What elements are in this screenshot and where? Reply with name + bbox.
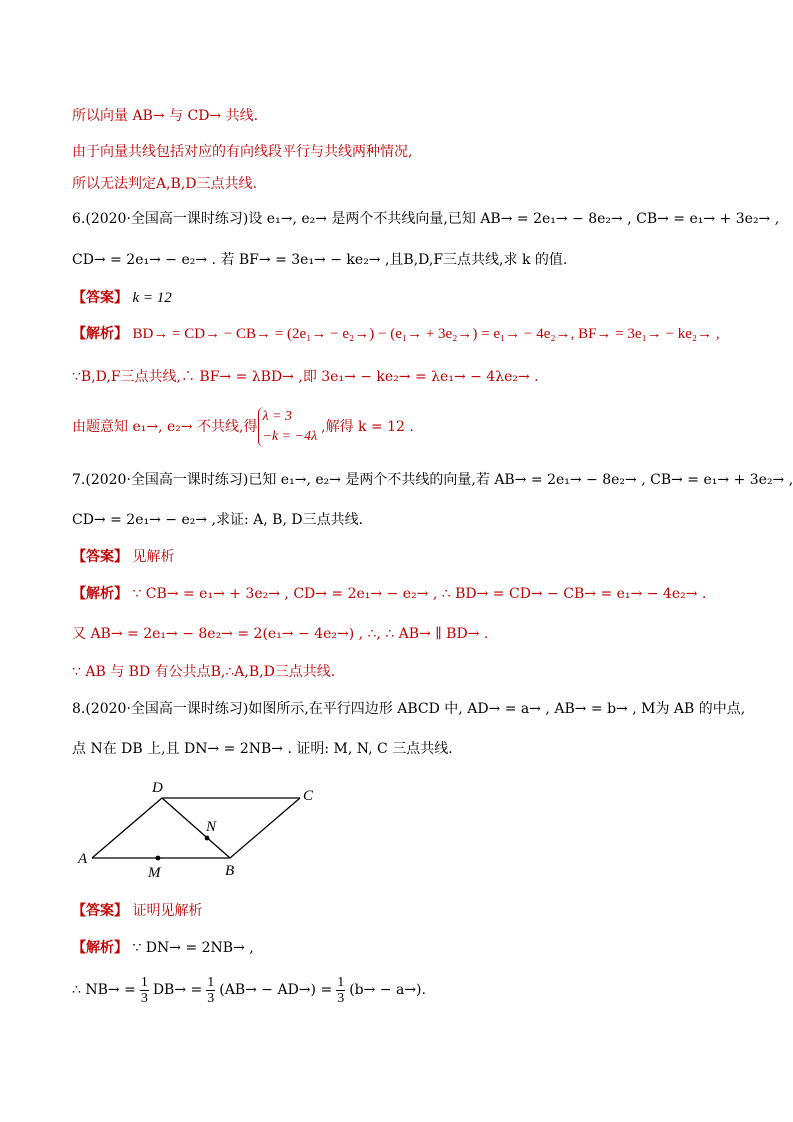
answer-tag: 【答案】 — [72, 290, 128, 306]
answer-6 — [72, 288, 753, 308]
label-m: M — [148, 865, 161, 881]
equation-2: −k = −4λ — [262, 429, 318, 444]
numerator: 1 — [207, 974, 215, 990]
diagonal-db — [162, 798, 230, 858]
solution-tag: 【解析】 — [72, 586, 128, 602]
parallelogram-figure — [70, 776, 330, 884]
solution-text: ,解得 k = 12 . — [321, 419, 414, 435]
side-bc — [230, 798, 300, 858]
label-a: A — [78, 851, 88, 867]
fraction-one-third — [140, 975, 149, 1006]
solution-6-line-2: ∵B,D,F三点共线,∴ BF→ = λBD→ ,即 3e₁→ − ke₂→ = λe₁→ − 4λe₂→ . — [72, 369, 539, 385]
solution-text: ∵ DN→ = 2NB→ , — [132, 940, 254, 956]
solution-6-line-1 — [72, 324, 753, 344]
question-8-line-1: 8.(2020·全国高一课时练习)如图所示,在平行四边形 ABCD 中, AD→ = a→ , AB→ = b→ , M为 AB 的中点, — [72, 701, 746, 717]
answer-value: 证明见解析 — [132, 903, 203, 919]
question-7-line-2: CD→ = 2e₁→ − e₂→ ,求证: A, B, D三点共线. — [72, 512, 364, 528]
answer-value: k = 12 — [132, 290, 172, 306]
fraction-one-third — [206, 975, 215, 1006]
answer-7 — [72, 547, 753, 567]
numerator: 1 — [337, 974, 345, 990]
question-7-line-1: 7.(2020·全国高一课时练习)已知 e₁→, e₂→ 是两个不共线的向量,若 AB→ = 2e₁→ − 8e₂→ , CB→ = e₁→ + 3e₂→ , — [72, 472, 793, 488]
side-da — [92, 798, 162, 858]
point-n — [205, 836, 210, 841]
solution-text: (b→ − a→). — [349, 982, 426, 998]
text-line: 所以无法判定A,B,D三点共线. — [72, 176, 257, 192]
question-6-line-1: 6.(2020·全国高一课时练习)设 e₁→, e₂→ 是两个不共线向量,已知 AB→ = 2e₁→ − 8e₂→ , CB→ = e₁→ + 3e₂→ , — [72, 211, 780, 227]
label-n: N — [206, 819, 217, 835]
solution-text: DB→ = — [152, 982, 203, 998]
text-line: 所以向量 AB→ 与 CD→ 共线. — [72, 108, 259, 124]
equation-1: λ = 3 — [262, 409, 293, 424]
solution-text: (AB→ − AD→) = — [219, 982, 333, 998]
solution-7-line-2: 又 AB→ = 2e₁→ − 8e₂→ = 2(e₁→ − 4e₂→) , ∴, ∴ AB→ ∥ BD→ . — [72, 626, 489, 642]
equation-system — [258, 407, 322, 447]
solution-text: ∴ NB→ = — [72, 982, 136, 998]
solution-7-line-3: ∵ AB 与 BD 有公共点B,∴A,B,D三点共线. — [72, 664, 336, 680]
label-b: B — [225, 863, 235, 879]
solution-text: 由题意知 e₁→, e₂→ 不共线,得 — [72, 419, 258, 435]
answer-tag: 【答案】 — [72, 549, 128, 565]
point-m — [156, 856, 161, 861]
numerator: 1 — [140, 974, 148, 990]
fraction-one-third — [336, 975, 345, 1006]
denominator: 3 — [337, 990, 345, 1006]
label-c: C — [303, 788, 314, 804]
solution-7-line-1 — [72, 584, 753, 604]
solution-8-line-1 — [72, 938, 753, 958]
question-8-line-2: 点 N在 DB 上,且 DN→ = 2NB→ . 证明: M, N, C 三点共线. — [72, 741, 453, 757]
solution-text: ∵ CB→ = e₁→ + 3e₂→ , CD→ = 2e₁→ − e₂→ , ∴ BD→ = CD→ − CB→ = e₁→ − 4e₂→ . — [132, 586, 707, 602]
answer-value: 见解析 — [132, 549, 175, 565]
solution-tag: 【解析】 — [72, 940, 128, 956]
label-d: D — [152, 780, 163, 796]
solution-8-line-2 — [72, 972, 753, 1008]
denominator: 3 — [140, 990, 148, 1006]
answer-tag: 【答案】 — [72, 903, 128, 919]
solution-text: BD→ = CD→ − CB→ = (2e₁→ − e₂→) − (e₁→ + 3e₂→) = e₁→ − 4e₂→, BF→ = 3e₁→ − ke₂→ , — [132, 326, 720, 342]
denominator: 3 — [207, 990, 215, 1006]
question-6-line-2: CD→ = 2e₁→ − e₂→ . 若 BF→ = 3e₁→ − ke₂→ ,且B,D,F三点共线,求 k 的值. — [72, 252, 568, 268]
text-line: 由于向量共线包括对应的有向线段平行与共线两种情况, — [72, 144, 413, 160]
solution-tag: 【解析】 — [72, 326, 128, 342]
solution-6-line-3 — [72, 405, 753, 449]
answer-8 — [72, 901, 753, 921]
